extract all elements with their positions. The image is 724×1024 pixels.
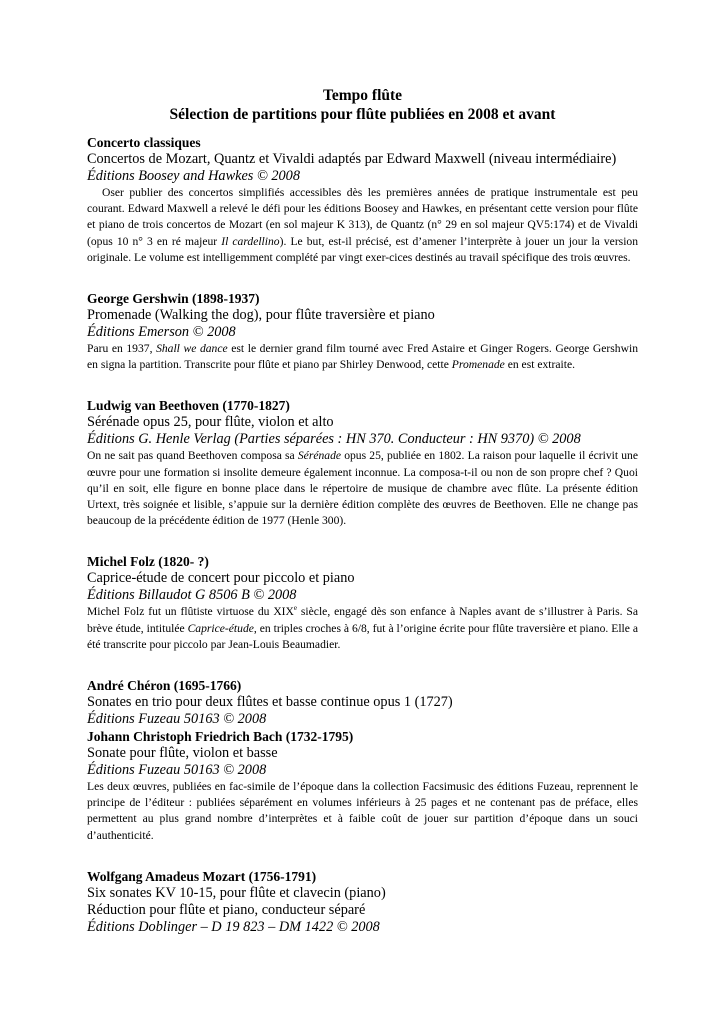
work-title: Sonate pour flûte, violon et basse xyxy=(87,745,278,762)
entry-heading: Ludwig van Beethoven (1770-1827) xyxy=(87,398,290,414)
work-title: Sonates en trio pour deux flûtes et basse continue opus 1 (1727) xyxy=(87,694,453,711)
entry-heading: Michel Folz (1820- ?) xyxy=(87,554,209,570)
edition-line: Éditions Boosey and Hawkes © 2008 xyxy=(87,168,300,184)
entry-description xyxy=(87,448,638,529)
page-title: Tempo flûte xyxy=(322,87,403,104)
entry-description: Les deux œuvres, publiées en fac-simile de l’époque dans la collection Facsimusic des éditions Fuzeau, reprennent le principe de l’éditeur : publiées séparément en volumes inférieurs à 25 pages et ne contenant pas de préface, elles permettent au plus grand nombre d’interprètes et à faible coût de jouer sur partition d’époque dans un souci d’authenticité. xyxy=(87,780,638,842)
entry-beethoven xyxy=(87,397,638,529)
work-title: Réduction pour flûte et piano, conducteur séparé xyxy=(87,901,366,918)
work-title: Six sonates KV 10-15, pour flûte et clavecin (piano) xyxy=(87,884,386,901)
work-title: Sérénade opus 25, pour flûte, violon et alto xyxy=(87,414,334,431)
edition-line: Éditions G. Henle Verlag (Parties séparées : HN 370. Conducteur : HN 9370) © 2008 xyxy=(87,431,581,448)
description-text: en est extraite. xyxy=(504,358,575,372)
work-title: Promenade (Walking the dog), pour flûte traversière et piano xyxy=(87,307,435,324)
entry-cheron-bach xyxy=(87,677,638,844)
description-italic: Il cardellino xyxy=(221,234,280,248)
edition-line: Éditions Emerson © 2008 xyxy=(87,324,236,341)
document-page xyxy=(87,86,638,947)
description-text: On ne sait pas quand Beethoven composa sa xyxy=(87,449,298,463)
description-text: siècle, engagé dès son enfance à Naples avant de s’illustrer à Paris. Sa brève étude, intitulée xyxy=(87,605,638,635)
description-text: est le dernier grand film tourné avec Fred Astaire et Ginger Rogers. George Gershwin en signa la partition. Transcrite pour flûte et piano par Shirley Denwood, cette xyxy=(87,342,638,372)
edition-line: Éditions Billaudot G 8506 B © 2008 xyxy=(87,587,297,604)
description-italic: Shall we dance xyxy=(156,342,228,356)
page-subtitle: Sélection de partitions pour flûte publiées en 2008 et avant xyxy=(169,106,556,123)
description-italic: Caprice-étude xyxy=(187,621,254,635)
work-title: Caprice-étude de concert pour piccolo et piano xyxy=(87,570,355,587)
edition-line: Éditions Fuzeau 50163 © 2008 xyxy=(87,711,267,728)
edition-line: Éditions Doblinger – D 19 823 – DM 1422 © 2008 xyxy=(87,918,380,935)
edition-line: Éditions Fuzeau 50163 © 2008 xyxy=(87,762,267,779)
superscript: e xyxy=(293,604,298,613)
entry-heading: Wolfgang Amadeus Mozart (1756-1791) xyxy=(87,868,317,884)
entry-description xyxy=(87,341,638,373)
entry-gershwin xyxy=(87,290,638,373)
description-text: opus 25, publiée en 1802. La raison pour laquelle il écrivit une œuvre pour une formation si insolite demeure également inconnue. La composa-t-il ou non de son propre chef ? Quoi qu’il en soit, elle figure en bonne place dans le répertoire de musique de chambre avec flûte. La présente édition Urtext, très soignée et lisible, s’appuie sur la dernière édition complète des œuvres de Beethoven. Elle ne change pas beaucoup de la précédente édition de 1977 (Henle 300). xyxy=(87,449,638,528)
work-title: Concertos de Mozart, Quantz et Vivaldi adaptés par Edward Maxwell (niveau intermédiaire) xyxy=(87,151,617,167)
entry-concerto-classiques xyxy=(87,134,638,266)
description-text: Oser publier des concertos simplifiés accessibles dès les premières années de pratique instrumentale est peu courant. Edward Maxwell a relevé le défi pour les éditions Boosey and Hawkes, en présentant cette version pour flûte et piano de trois concertos de Mozart (en sol majeur K 313), de Quantz (n° 29 en sol majeur QV5:174) et de Vivaldi (opus 10 n° 3 en ré majeur xyxy=(87,186,638,248)
description-italic: Sérénade xyxy=(297,449,342,463)
entry-mozart xyxy=(87,868,638,936)
entry-heading: George Gershwin (1898-1937) xyxy=(87,291,260,307)
description-italic: Promenade xyxy=(451,358,505,372)
description-text: ). Le but, est-il précisé, est d’amener l’interprète à jouer un jour la version originale. Le volume est intelligemment complété par vingt exer-cices destinés au travail spécifique des trois œuvres. xyxy=(87,234,639,264)
entry-heading: Concerto classiques xyxy=(87,135,201,150)
entry-description xyxy=(87,185,638,266)
description-text: Michel Folz fut un flûtiste virtuose du XIX xyxy=(87,605,294,619)
entry-folz xyxy=(87,553,638,653)
description-text: Paru en 1937, xyxy=(87,342,157,356)
entry-heading: André Chéron (1695-1766) xyxy=(87,678,242,694)
description-text: , en triples croches à 6/8, fut à l’origine écrite pour flûte traversière et piano. Elle a été transcrite pour piccolo par Jean-Louis Beaumadier. xyxy=(87,621,638,651)
entry-heading: Johann Christoph Friedrich Bach (1732-1795) xyxy=(87,729,354,745)
entry-description xyxy=(87,604,638,653)
